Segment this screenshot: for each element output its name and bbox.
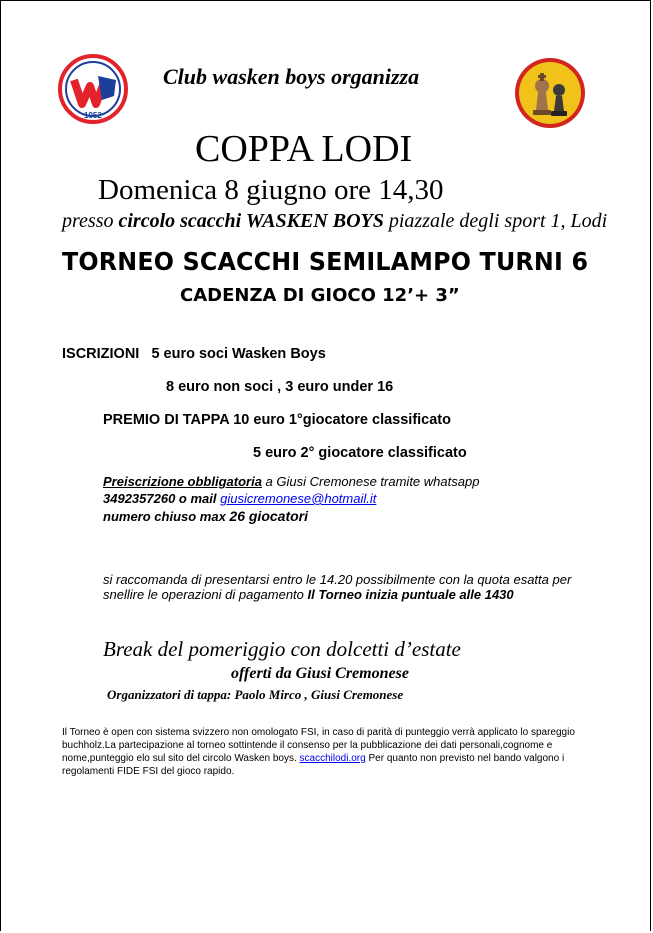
fees-line-1	[62, 346, 326, 362]
limit-prefix: numero chiuso max	[103, 509, 230, 524]
club-line: Club wasken boys organizza	[163, 64, 420, 89]
preregistration-label: Preiscrizione obbligatoria	[103, 474, 262, 489]
notice-line-2	[103, 587, 514, 602]
chess-pieces-icon	[513, 56, 587, 130]
email-link[interactable]: giusicremonese@hotmail.it	[220, 491, 377, 506]
event-title: COPPA LODI	[195, 128, 413, 170]
prize-second: 5 euro 2° giocatore classificato	[253, 445, 467, 461]
time-control: CADENZA DI GIOCO 12’+ 3”	[180, 285, 460, 306]
rules-footer	[62, 726, 592, 778]
fees-label: ISCRIZIONI	[62, 346, 140, 362]
tournament-heading: TORNEO SCACCHI SEMILAMPO TURNI 6	[62, 247, 589, 276]
venue-address: piazzale degli sport 1, Lodi	[383, 210, 608, 232]
footer-text: Il Torneo è open con sistema svizzero non omologato FSI, in caso di parità di punteggio verrà applicato lo spareggio buchholz.La partecipazione al torneo sottintende il consenso per la pubblicazione dei dati personali,cognome e nome,punteggio elo sul sito del circolo Wasken boys.	[62, 727, 575, 764]
limit-value: 26 giocatori	[229, 508, 309, 524]
notice-prefix: snellire le operazioni di pagamento	[103, 587, 308, 602]
fees-line-2: 8 euro non soci , 3 euro under 16	[166, 379, 394, 395]
offered-by: offerti da Giusi Cremonese	[231, 665, 409, 682]
notice-line-1: si raccomanda di presentarsi entro le 14.20 possibilmente con la quota esatta per	[103, 572, 572, 587]
venue-line	[62, 210, 607, 233]
event-date: Domenica 8 giugno ore 14,30	[98, 174, 444, 206]
logo-year: 1952	[84, 111, 102, 120]
phone-text: 3492357260 o mail	[103, 491, 221, 506]
break-line: Break del pomeriggio con dolcetti d’estate	[103, 637, 461, 661]
organizers-line: Organizzatori di tappa: Paolo Mirco , Giusi Cremonese	[107, 687, 404, 702]
venue-name: circolo scacchi WASKEN BOYS	[118, 210, 384, 232]
prize-first: PREMIO DI TAPPA 10 euro 1°giocatore classificato	[103, 412, 451, 428]
preregistration-text: a Giusi Cremonese tramite whatsapp	[261, 474, 480, 489]
contact-line	[103, 491, 376, 506]
club-logo	[58, 52, 128, 126]
venue-prefix: presso	[62, 210, 119, 232]
preregistration-line	[103, 474, 479, 489]
website-link[interactable]: scacchilodi.org	[299, 753, 366, 764]
footer-text-end: Per quanto non previsto nel bando valgono i regolamenti FIDE FSI del gioco rapido.	[62, 753, 565, 777]
fees-members: 5 euro soci Wasken Boys	[151, 346, 326, 362]
limit-line	[103, 508, 308, 524]
notice-start-time: Il Torneo inizia puntuale alle 1430	[307, 587, 514, 602]
